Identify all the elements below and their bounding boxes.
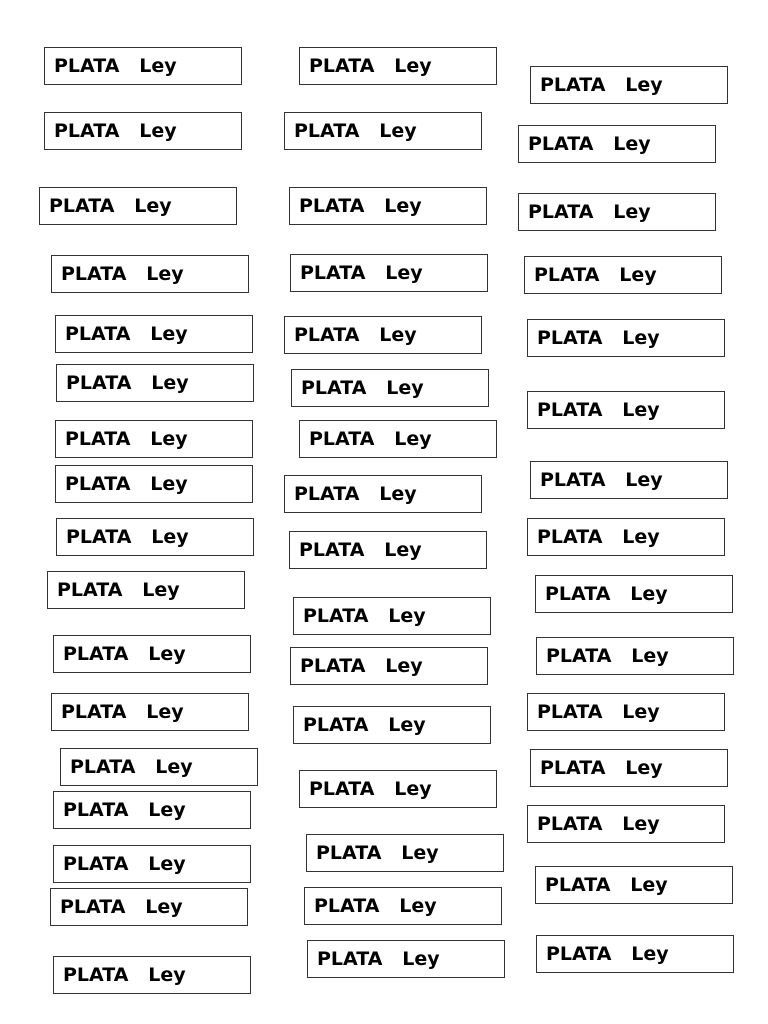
label-plata-ley: PLATA Ley <box>55 315 253 353</box>
label-plata-ley: PLATA Ley <box>530 749 728 787</box>
label-plata-ley: PLATA Ley <box>290 647 488 685</box>
label-plata-ley: PLATA Ley <box>299 770 497 808</box>
label-plata-ley: PLATA Ley <box>306 834 504 872</box>
label-plata-ley: PLATA Ley <box>56 518 254 556</box>
label-plata-ley: PLATA Ley <box>53 635 251 673</box>
label-plata-ley: PLATA Ley <box>530 66 728 104</box>
label-plata-ley: PLATA Ley <box>530 461 728 499</box>
label-plata-ley: PLATA Ley <box>60 748 258 786</box>
label-plata-ley: PLATA Ley <box>289 531 487 569</box>
label-plata-ley: PLATA Ley <box>53 845 251 883</box>
label-plata-ley: PLATA Ley <box>55 420 253 458</box>
label-plata-ley: PLATA Ley <box>51 255 249 293</box>
label-plata-ley: PLATA Ley <box>51 693 249 731</box>
label-plata-ley: PLATA Ley <box>304 887 502 925</box>
label-plata-ley: PLATA Ley <box>50 888 248 926</box>
label-plata-ley: PLATA Ley <box>291 369 489 407</box>
label-plata-ley: PLATA Ley <box>527 391 725 429</box>
label-plata-ley: PLATA Ley <box>518 125 716 163</box>
label-plata-ley: PLATA Ley <box>55 465 253 503</box>
label-plata-ley: PLATA Ley <box>39 187 237 225</box>
label-plata-ley: PLATA Ley <box>527 319 725 357</box>
label-plata-ley: PLATA Ley <box>518 193 716 231</box>
label-plata-ley: PLATA Ley <box>284 316 482 354</box>
label-plata-ley: PLATA Ley <box>44 47 242 85</box>
label-plata-ley: PLATA Ley <box>284 475 482 513</box>
label-plata-ley: PLATA Ley <box>47 571 245 609</box>
label-plata-ley: PLATA Ley <box>307 940 505 978</box>
label-plata-ley: PLATA Ley <box>293 706 491 744</box>
label-plata-ley: PLATA Ley <box>524 256 722 294</box>
label-plata-ley: PLATA Ley <box>535 575 733 613</box>
label-plata-ley: PLATA Ley <box>535 866 733 904</box>
label-plata-ley: PLATA Ley <box>53 956 251 994</box>
label-plata-ley: PLATA Ley <box>536 637 734 675</box>
label-plata-ley: PLATA Ley <box>289 187 487 225</box>
label-plata-ley: PLATA Ley <box>527 805 725 843</box>
label-plata-ley: PLATA Ley <box>527 518 725 556</box>
label-plata-ley: PLATA Ley <box>293 597 491 635</box>
label-plata-ley: PLATA Ley <box>56 364 254 402</box>
label-plata-ley: PLATA Ley <box>536 935 734 973</box>
label-plata-ley: PLATA Ley <box>299 420 497 458</box>
label-plata-ley: PLATA Ley <box>44 112 242 150</box>
label-plata-ley: PLATA Ley <box>299 47 497 85</box>
label-plata-ley: PLATA Ley <box>53 791 251 829</box>
label-plata-ley: PLATA Ley <box>527 693 725 731</box>
label-plata-ley: PLATA Ley <box>284 112 482 150</box>
label-plata-ley: PLATA Ley <box>290 254 488 292</box>
